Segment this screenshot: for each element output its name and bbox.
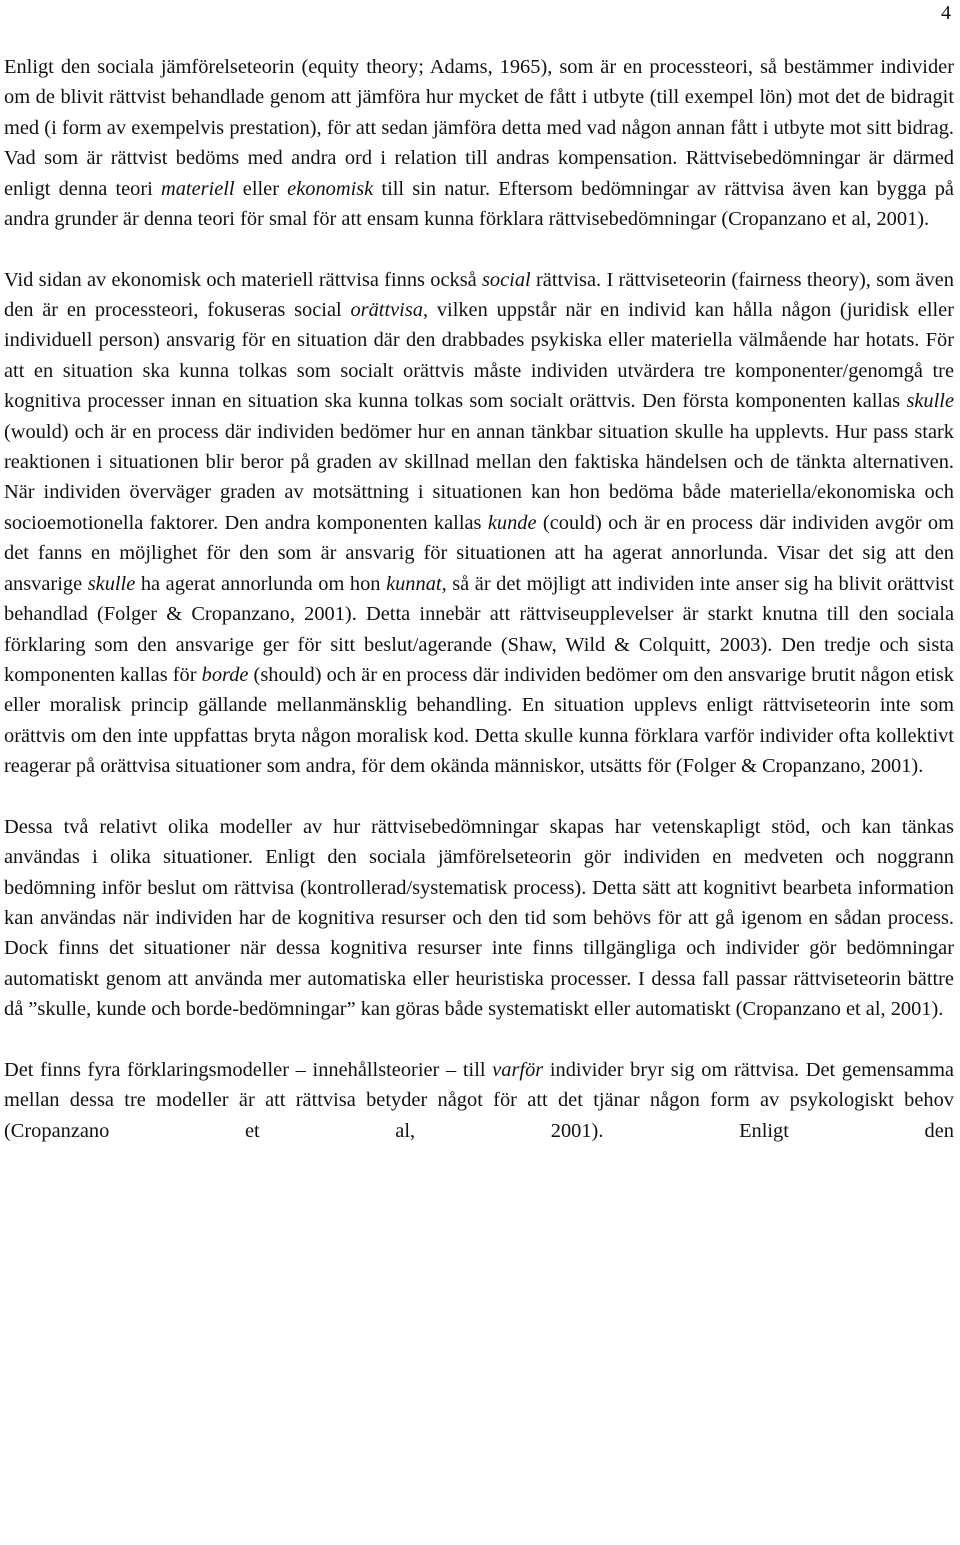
italic-term: borde xyxy=(201,663,249,686)
paragraph-fairness-theory xyxy=(4,265,954,782)
text-run: , så är det möjligt att individen inte anser sig ha blivit orättvist behandlad (Folger & Cropanzano, 2001). Detta innebär att rättviseupplevelser är starkt knutna till den sociala förklaring som den ansvarige ger för sitt beslut/agerande (Shaw, Wild & Colquitt, 2003). Den tredje och sista komponenten kallas för xyxy=(4,572,954,686)
text-run: Dessa två relativt olika modeller av hur rättvisebedömningar skapas har vetenskapligt stöd, och kan tänkas användas i olika situationer. Enligt den sociala jämförelseteorin gör individen en medveten och noggrann bedömning inför beslut om rättvisa (kontrollerad/systematisk process). Detta sätt att kognitivt bearbeta information kan användas när individen har de kognitiva resurser och den tid som behövs för att gå igenom en sådan process. Dock finns det situationer när dessa kognitiva resurser inte finns tillgängliga och individer gör bedömningar automatiskt genom att använda mer automatiska eller heuristiska processer. I dessa fall passar rättviseteorin bättre då ”skulle, kunde och borde-bedömningar” kan göras både systematiskt eller automatiskt (Cropanzano et al, 2001). xyxy=(4,815,954,1021)
page-number: 4 xyxy=(941,2,951,24)
italic-term: varför xyxy=(492,1058,544,1081)
text-run: (should) och är en process där individen bedömer om den ansvarige brutit någon etisk eller moralisk princip gällande mellanmänsklig behandling. En situation upplevs enligt rättviseteorin inte som orättvis om den inte uppfattas bryta någon moralisk kod. Detta skulle kunna förklara varför individer ofta kollektivt reagerar på orättvisa situationer som andra, för dem okända människor, utsätts för (Folger & Cropanzano, 2001). xyxy=(4,663,955,778)
text-run: ha agerat annorlunda om hon xyxy=(135,572,387,595)
text-run: Enligt den sociala jämförelseteorin (equity theory; Adams, 1965), som är en processteori, så bestämmer individer om de blivit rättvist behandlade genom att jämföra hur mycket de fått i utbyte (till exempel lön) mot det de bidragit med (i form av exempelvis prestation), för att sedan jämföra detta med vad någon annan fått i utbyte mot sitt bidrag. Vad som är rättvist bedöms med andra ord i relation till andras kompensation. Rättvisebedömningar är därmed enligt denna teori xyxy=(4,56,954,200)
paragraph-model-comparison xyxy=(4,812,954,1025)
text-run: (would) och är en process där individen bedömer hur en annan tänkbar situation skulle ha upplevts. Hur pass stark reaktionen i situationen blir beror på graden av skillnad mellan den faktiska händelsen och de tänkta alternativen. När individen överväger graden av motsättning i situationen kan hon bedöma både materiella/ekonomiska och socioemotionella faktorer. Den andra komponenten kallas xyxy=(4,420,954,534)
italic-term: skulle xyxy=(906,390,954,413)
text-run: eller xyxy=(234,177,288,200)
italic-term: social xyxy=(482,268,531,291)
italic-term: skulle xyxy=(87,572,136,595)
text-run: Vid sidan av ekonomisk och materiell rättvisa finns också xyxy=(4,268,482,291)
text-run: rättvisa. I rättviseteorin (fairness theory), som även den är en processteori, fokuseras social xyxy=(4,268,954,322)
italic-term: materiell xyxy=(160,177,235,200)
italic-term: kunnat xyxy=(386,572,442,595)
italic-term: ekonomisk xyxy=(287,177,374,200)
italic-term: kunde xyxy=(487,511,537,534)
text-run: (could) och är en process där individen avgör om det fanns en möjlighet för den som är ansvarig för situationen att ha agerat annorlunda. Visar det sig att den ansvarige xyxy=(4,511,954,595)
text-run: till sin natur. Eftersom bedömningar av rättvisa även kan bygga på andra grunder är denna teori för smal för att ensam kunna förklara rättvisebedömningar (Cropanzano et al, 2001). xyxy=(4,177,954,231)
paragraph-equity-theory xyxy=(4,52,954,234)
text-run: individer bryr sig om rättvisa. Det gemensamma mellan dessa tre modeller är att rättvisa betyder något för att det tjänar någon form av psykologiskt behov (Cropanzano et al, 2001). Enligt den xyxy=(4,1058,954,1142)
text-run: , vilken uppstår när en individ kan hålla någon (juridisk eller individuell person) ansvarig för en situation där den drabbades psykiska eller materiella välmående har hotats. För att en situation ska kunna tolkas som socialt orättvis måste individen utvärdera tre komponenter/genomgå tre kognitiva processer innan en situation ska kunna tolkas som socialt orättvis. Den första komponenten kallas xyxy=(4,299,955,413)
text-run: Det finns fyra förklaringsmodeller – innehållsteorier – till xyxy=(4,1058,493,1081)
paragraph-content-theories xyxy=(4,1055,954,1146)
italic-term: orättvisa xyxy=(350,299,423,322)
